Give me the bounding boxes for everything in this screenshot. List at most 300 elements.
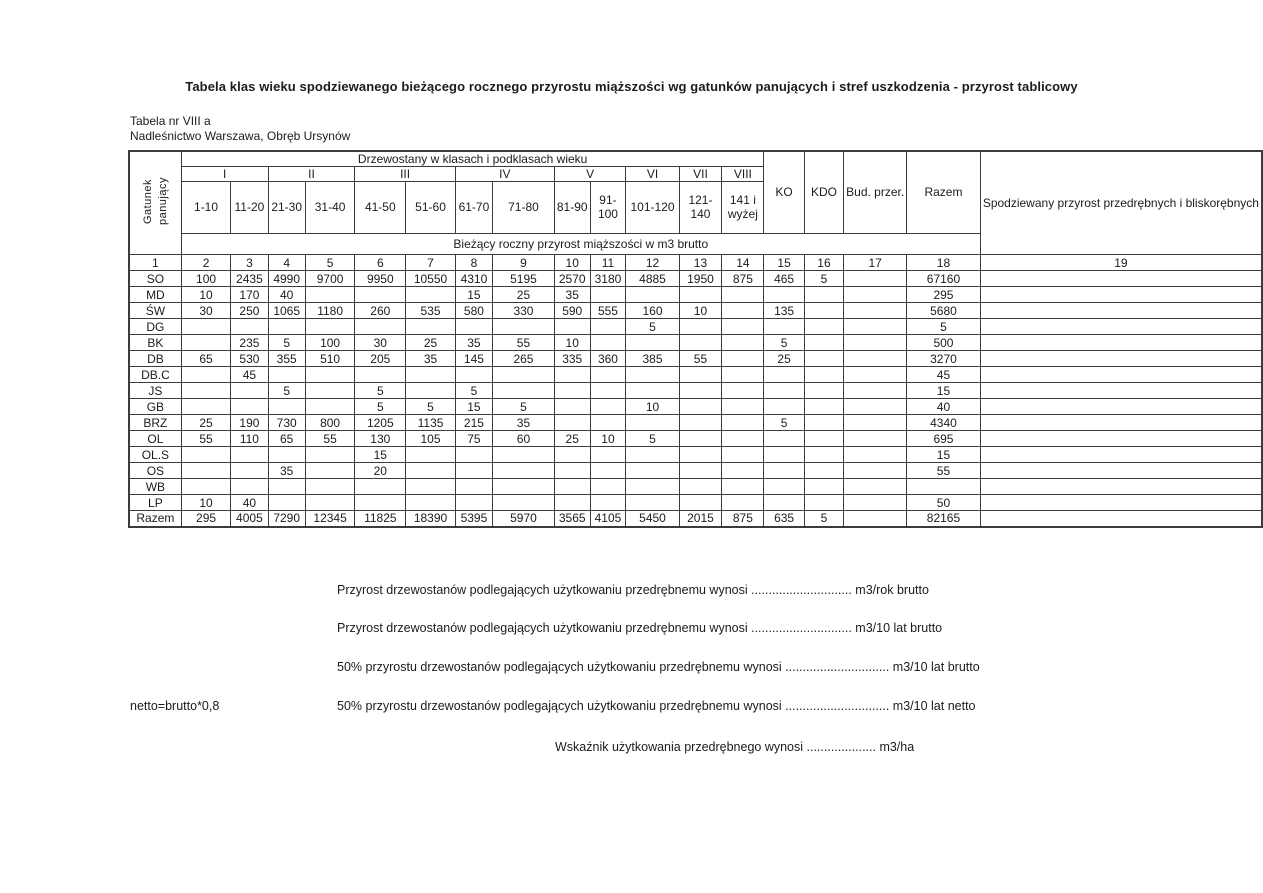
- value-cell: 5: [355, 383, 406, 399]
- species-cell: DG: [129, 319, 181, 335]
- value-cell: 130: [355, 431, 406, 447]
- value-cell: 510: [305, 351, 355, 367]
- species-cell: OL.S: [129, 447, 181, 463]
- value-cell: 35: [455, 335, 492, 351]
- value-cell: 5970: [493, 511, 555, 527]
- value-cell: [764, 463, 804, 479]
- value-cell: [181, 399, 230, 415]
- band-header: Bieżący roczny przyrost miąższości w m3 brutto: [181, 234, 980, 255]
- footer-line-3: 50% przyrostu drzewostanów podlegających użytkowaniu przedrębnemu wynosi .............................. m3/10 lat brutto: [337, 660, 980, 674]
- value-cell: 7290: [268, 511, 305, 527]
- roman-class-header: V: [554, 167, 626, 182]
- age-range-header: 31-40: [305, 182, 355, 234]
- column-number: 10: [554, 255, 590, 271]
- species-column-header: [129, 151, 181, 255]
- value-cell: 100: [181, 271, 230, 287]
- value-cell: [804, 287, 843, 303]
- value-cell: [455, 319, 492, 335]
- value-cell: [268, 367, 305, 383]
- value-cell: [455, 367, 492, 383]
- value-cell: 2570: [554, 271, 590, 287]
- table-number-label: Tabela nr VIII a: [130, 114, 211, 128]
- value-cell: [764, 431, 804, 447]
- value-cell: 1135: [406, 415, 456, 431]
- value-cell: 35: [554, 287, 590, 303]
- value-cell: 10: [181, 495, 230, 511]
- value-cell: [804, 431, 843, 447]
- value-cell: [764, 495, 804, 511]
- value-cell: [764, 367, 804, 383]
- value-cell: [804, 367, 843, 383]
- value-cell: [722, 495, 764, 511]
- species-cell: Razem: [129, 511, 181, 527]
- age-range-header: 71-80: [493, 182, 555, 234]
- value-cell: [679, 335, 722, 351]
- value-cell: [844, 479, 907, 495]
- value-cell: 5: [907, 319, 981, 335]
- value-cell: [844, 351, 907, 367]
- value-cell: 4105: [590, 511, 626, 527]
- value-cell: 250: [231, 303, 268, 319]
- value-cell: [181, 383, 230, 399]
- value-cell: 4310: [455, 271, 492, 287]
- value-cell: [980, 415, 1262, 431]
- value-cell: [804, 479, 843, 495]
- footer-line-4: 50% przyrostu drzewostanów podlegających użytkowaniu przedrębnemu wynosi .............................. m3/10 lat netto: [337, 699, 976, 713]
- value-cell: [305, 463, 355, 479]
- value-cell: 590: [554, 303, 590, 319]
- column-number: 5: [305, 255, 355, 271]
- value-cell: [626, 495, 679, 511]
- value-cell: [980, 319, 1262, 335]
- table-row: [129, 383, 1262, 399]
- species-cell: WB: [129, 479, 181, 495]
- value-cell: [980, 367, 1262, 383]
- value-cell: 5: [268, 383, 305, 399]
- value-cell: [493, 479, 555, 495]
- expected-increment-header: Spodziewany przyrost przedrębnych i bliskorębnych: [980, 151, 1262, 255]
- column-number: 3: [231, 255, 268, 271]
- value-cell: [590, 335, 626, 351]
- value-cell: [590, 447, 626, 463]
- value-cell: [804, 319, 843, 335]
- value-cell: 40: [907, 399, 981, 415]
- table-row: [129, 367, 1262, 383]
- value-cell: [493, 383, 555, 399]
- species-cell: OS: [129, 463, 181, 479]
- table-row: [129, 271, 1262, 287]
- column-number: 6: [355, 255, 406, 271]
- value-cell: [268, 399, 305, 415]
- value-cell: [554, 383, 590, 399]
- value-cell: 105: [406, 431, 456, 447]
- value-cell: [980, 383, 1262, 399]
- species-cell: DB.C: [129, 367, 181, 383]
- razem-column-header: Razem: [907, 151, 981, 234]
- table-row: [129, 351, 1262, 367]
- value-cell: [626, 415, 679, 431]
- value-cell: [626, 335, 679, 351]
- value-cell: [554, 495, 590, 511]
- value-cell: 65: [268, 431, 305, 447]
- value-cell: [406, 479, 456, 495]
- value-cell: [679, 367, 722, 383]
- column-number: 4: [268, 255, 305, 271]
- column-number: 9: [493, 255, 555, 271]
- increment-table: [128, 150, 1263, 528]
- value-cell: [554, 447, 590, 463]
- table-row: [129, 399, 1262, 415]
- value-cell: [181, 447, 230, 463]
- species-cell: BRZ: [129, 415, 181, 431]
- value-cell: [231, 447, 268, 463]
- value-cell: 25: [554, 431, 590, 447]
- value-cell: [493, 463, 555, 479]
- value-cell: 3180: [590, 271, 626, 287]
- value-cell: [679, 447, 722, 463]
- value-cell: 50: [907, 495, 981, 511]
- value-cell: 1180: [305, 303, 355, 319]
- value-cell: [804, 335, 843, 351]
- value-cell: [455, 447, 492, 463]
- roman-class-header: III: [355, 167, 455, 182]
- value-cell: [764, 479, 804, 495]
- value-cell: 30: [181, 303, 230, 319]
- value-cell: [590, 495, 626, 511]
- table-row: [129, 335, 1262, 351]
- value-cell: [907, 479, 981, 495]
- value-cell: [844, 367, 907, 383]
- value-cell: [554, 399, 590, 415]
- value-cell: 265: [493, 351, 555, 367]
- roman-class-header: II: [268, 167, 355, 182]
- table-row: [129, 447, 1262, 463]
- value-cell: [722, 303, 764, 319]
- value-cell: 215: [455, 415, 492, 431]
- value-cell: [980, 399, 1262, 415]
- value-cell: 5: [268, 335, 305, 351]
- column-number: 13: [679, 255, 722, 271]
- value-cell: 535: [406, 303, 456, 319]
- value-cell: [679, 431, 722, 447]
- value-cell: 5195: [493, 271, 555, 287]
- value-cell: [679, 287, 722, 303]
- value-cell: 4990: [268, 271, 305, 287]
- species-cell: ŚW: [129, 303, 181, 319]
- value-cell: [764, 383, 804, 399]
- value-cell: [722, 479, 764, 495]
- table-row: [129, 495, 1262, 511]
- column-number: 8: [455, 255, 492, 271]
- value-cell: 4885: [626, 271, 679, 287]
- species-cell: MD: [129, 287, 181, 303]
- value-cell: 2015: [679, 511, 722, 527]
- value-cell: 35: [406, 351, 456, 367]
- table-row: [129, 415, 1262, 431]
- value-cell: 160: [626, 303, 679, 319]
- column-number: 18: [907, 255, 981, 271]
- value-cell: [722, 351, 764, 367]
- value-cell: [406, 495, 456, 511]
- value-cell: [554, 319, 590, 335]
- species-cell: SO: [129, 271, 181, 287]
- value-cell: [764, 447, 804, 463]
- value-cell: 75: [455, 431, 492, 447]
- age-range-header: 91-100: [590, 182, 626, 234]
- footer-line-5: Wskaźnik użytkowania przedrębnego wynosi .................... m3/ha: [555, 740, 915, 754]
- value-cell: [626, 367, 679, 383]
- species-column-header-text: Gatunek panujący: [141, 177, 169, 226]
- value-cell: [679, 319, 722, 335]
- value-cell: 15: [455, 399, 492, 415]
- value-cell: [722, 383, 764, 399]
- column-number: 19: [980, 255, 1262, 271]
- species-cell: BK: [129, 335, 181, 351]
- value-cell: 580: [455, 303, 492, 319]
- species-cell: GB: [129, 399, 181, 415]
- value-cell: [804, 351, 843, 367]
- value-cell: [722, 447, 764, 463]
- value-cell: [844, 511, 907, 527]
- value-cell: [305, 447, 355, 463]
- roman-class-header: IV: [455, 167, 554, 182]
- value-cell: 5: [626, 431, 679, 447]
- value-cell: [554, 367, 590, 383]
- table-row: [129, 303, 1262, 319]
- value-cell: [844, 431, 907, 447]
- value-cell: [764, 287, 804, 303]
- value-cell: [355, 287, 406, 303]
- value-cell: 190: [231, 415, 268, 431]
- value-cell: 530: [231, 351, 268, 367]
- value-cell: [844, 399, 907, 415]
- value-cell: 1065: [268, 303, 305, 319]
- value-cell: 40: [268, 287, 305, 303]
- age-range-header: 51-60: [406, 182, 456, 234]
- value-cell: 4005: [231, 511, 268, 527]
- column-number: 14: [722, 255, 764, 271]
- species-cell: OL: [129, 431, 181, 447]
- value-cell: 3565: [554, 511, 590, 527]
- value-cell: 800: [305, 415, 355, 431]
- table-row: [129, 431, 1262, 447]
- value-cell: [268, 447, 305, 463]
- value-cell: [305, 383, 355, 399]
- netto-note: netto=brutto*0,8: [130, 699, 220, 713]
- value-cell: [493, 495, 555, 511]
- value-cell: [268, 479, 305, 495]
- value-cell: 145: [455, 351, 492, 367]
- roman-class-header: VI: [626, 167, 679, 182]
- table-row: [129, 463, 1262, 479]
- value-cell: 875: [722, 511, 764, 527]
- value-cell: [455, 479, 492, 495]
- page-title: Tabela klas wieku spodziewanego bieżącego rocznego przyrostu miąższości wg gatunków panujących i stref uszkodzenia - przyrost tablicowy: [185, 79, 1078, 94]
- value-cell: 10: [679, 303, 722, 319]
- value-cell: [980, 431, 1262, 447]
- value-cell: [679, 463, 722, 479]
- value-cell: 3270: [907, 351, 981, 367]
- value-cell: 9700: [305, 271, 355, 287]
- value-cell: [980, 271, 1262, 287]
- value-cell: [590, 463, 626, 479]
- value-cell: [844, 303, 907, 319]
- value-cell: [844, 319, 907, 335]
- value-cell: [679, 399, 722, 415]
- value-cell: 35: [493, 415, 555, 431]
- value-cell: 10550: [406, 271, 456, 287]
- age-range-header: 101-120: [626, 182, 679, 234]
- value-cell: 360: [590, 351, 626, 367]
- value-cell: [722, 431, 764, 447]
- value-cell: [980, 351, 1262, 367]
- column-number: 16: [804, 255, 843, 271]
- age-range-header: 11-20: [231, 182, 268, 234]
- value-cell: [722, 287, 764, 303]
- value-cell: [980, 303, 1262, 319]
- value-cell: 55: [181, 431, 230, 447]
- value-cell: 555: [590, 303, 626, 319]
- value-cell: [406, 447, 456, 463]
- value-cell: 60: [493, 431, 555, 447]
- footer-line-1: Przyrost drzewostanów podlegających użytkowaniu przedrębnemu wynosi ............................. m3/rok brutto: [337, 583, 929, 597]
- value-cell: [844, 447, 907, 463]
- age-range-header: 141 i wyżej: [722, 182, 764, 234]
- value-cell: [455, 495, 492, 511]
- value-cell: 4340: [907, 415, 981, 431]
- value-cell: [980, 479, 1262, 495]
- value-cell: [406, 319, 456, 335]
- value-cell: 260: [355, 303, 406, 319]
- value-cell: 5: [406, 399, 456, 415]
- value-cell: 30: [355, 335, 406, 351]
- value-cell: 25: [764, 351, 804, 367]
- value-cell: 20: [355, 463, 406, 479]
- value-cell: 55: [493, 335, 555, 351]
- value-cell: [181, 479, 230, 495]
- value-cell: 5: [493, 399, 555, 415]
- age-range-header: 21-30: [268, 182, 305, 234]
- value-cell: [406, 383, 456, 399]
- column-number: 17: [844, 255, 907, 271]
- value-cell: [722, 415, 764, 431]
- value-cell: 25: [493, 287, 555, 303]
- value-cell: [554, 479, 590, 495]
- value-cell: 55: [305, 431, 355, 447]
- value-cell: [355, 367, 406, 383]
- value-cell: [844, 495, 907, 511]
- value-cell: [305, 367, 355, 383]
- value-cell: [626, 383, 679, 399]
- column-number: 1: [129, 255, 181, 271]
- column-number: 11: [590, 255, 626, 271]
- value-cell: [626, 287, 679, 303]
- value-cell: 635: [764, 511, 804, 527]
- age-range-header: 61-70: [455, 182, 492, 234]
- value-cell: [181, 367, 230, 383]
- value-cell: 5: [804, 511, 843, 527]
- value-cell: [590, 415, 626, 431]
- value-cell: 355: [268, 351, 305, 367]
- bud-przer-column-header: Bud. przer.: [844, 151, 907, 234]
- column-number: 7: [406, 255, 456, 271]
- value-cell: [231, 319, 268, 335]
- value-cell: [844, 463, 907, 479]
- value-cell: [355, 479, 406, 495]
- value-cell: [722, 367, 764, 383]
- value-cell: [980, 511, 1262, 527]
- value-cell: [626, 479, 679, 495]
- value-cell: 100: [305, 335, 355, 351]
- value-cell: 170: [231, 287, 268, 303]
- value-cell: [804, 415, 843, 431]
- value-cell: [626, 447, 679, 463]
- footer-line-2: Przyrost drzewostanów podlegających użytkowaniu przedrębnemu wynosi ............................. m3/10 lat brutto: [337, 621, 943, 635]
- value-cell: [590, 479, 626, 495]
- value-cell: 10: [626, 399, 679, 415]
- value-cell: [722, 319, 764, 335]
- value-cell: 330: [493, 303, 555, 319]
- species-cell: DB: [129, 351, 181, 367]
- value-cell: 9950: [355, 271, 406, 287]
- value-cell: [804, 495, 843, 511]
- value-cell: [590, 287, 626, 303]
- value-cell: 5: [626, 319, 679, 335]
- value-cell: [722, 335, 764, 351]
- value-cell: 15: [355, 447, 406, 463]
- value-cell: 10: [554, 335, 590, 351]
- value-cell: [268, 319, 305, 335]
- value-cell: [804, 303, 843, 319]
- species-cell: LP: [129, 495, 181, 511]
- value-cell: 5: [764, 335, 804, 351]
- value-cell: 82165: [907, 511, 981, 527]
- value-cell: [231, 463, 268, 479]
- kdo-column-header: KDO: [804, 151, 843, 234]
- value-cell: 55: [907, 463, 981, 479]
- value-cell: [980, 495, 1262, 511]
- value-cell: 1950: [679, 271, 722, 287]
- table-row: [129, 479, 1262, 495]
- value-cell: [722, 399, 764, 415]
- value-cell: [268, 495, 305, 511]
- roman-class-header: VIII: [722, 167, 764, 182]
- value-cell: 135: [764, 303, 804, 319]
- value-cell: 5: [764, 415, 804, 431]
- value-cell: [554, 463, 590, 479]
- value-cell: 235: [231, 335, 268, 351]
- value-cell: [231, 399, 268, 415]
- value-cell: 12345: [305, 511, 355, 527]
- value-cell: [844, 287, 907, 303]
- value-cell: 385: [626, 351, 679, 367]
- value-cell: 11825: [355, 511, 406, 527]
- forest-district-label: Nadleśnictwo Warszawa, Obręb Ursynów: [130, 129, 351, 143]
- value-cell: [844, 335, 907, 351]
- value-cell: [181, 319, 230, 335]
- table-row: [129, 319, 1262, 335]
- value-cell: [844, 415, 907, 431]
- value-cell: [355, 319, 406, 335]
- value-cell: [590, 319, 626, 335]
- value-cell: 2435: [231, 271, 268, 287]
- value-cell: [844, 383, 907, 399]
- value-cell: 500: [907, 335, 981, 351]
- table-row: [129, 511, 1262, 527]
- ko-column-header: KO: [764, 151, 804, 234]
- value-cell: [804, 383, 843, 399]
- value-cell: [679, 495, 722, 511]
